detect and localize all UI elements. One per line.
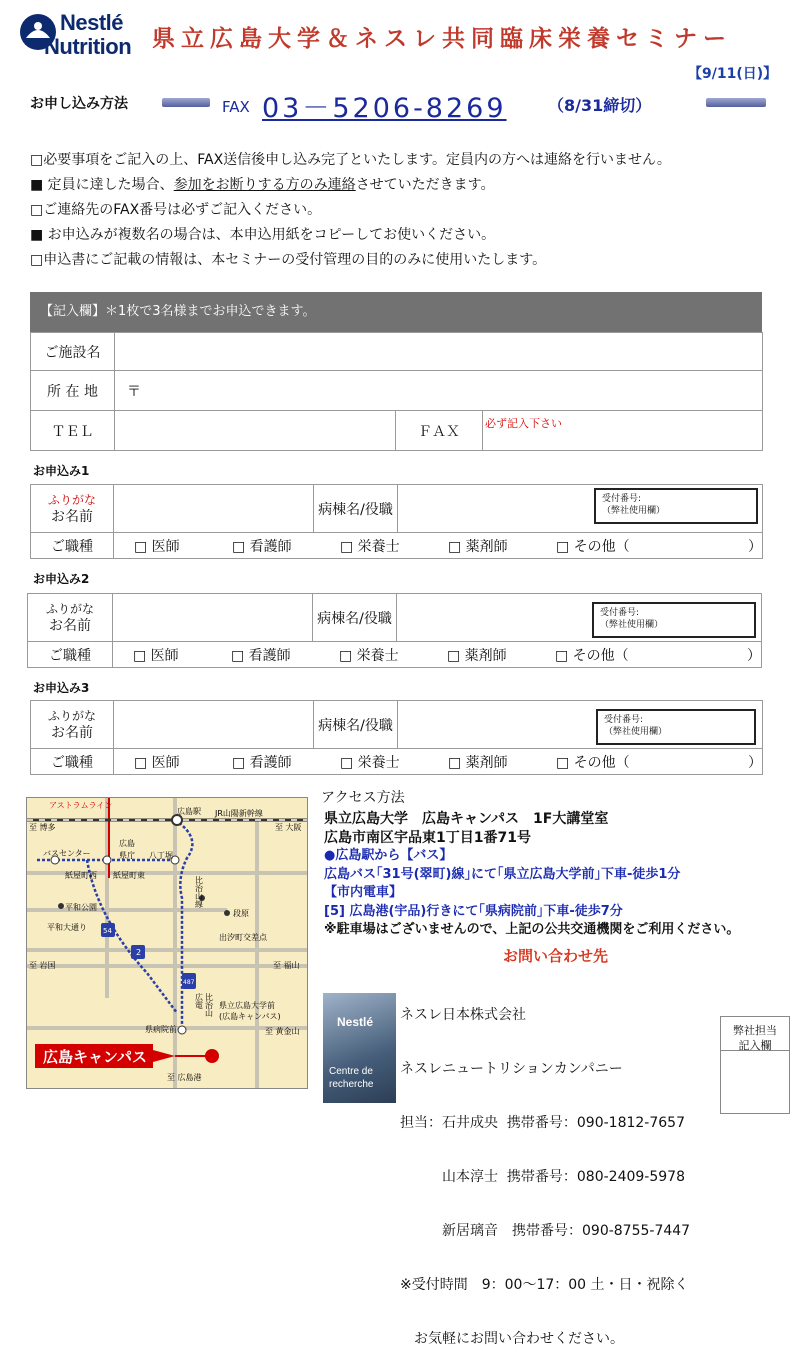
map-label: 紙屋町西 — [65, 871, 97, 880]
ward-label: 病棟名/役職 — [314, 485, 398, 533]
occupation-checkbox[interactable]: □ 看護師 — [231, 647, 291, 664]
contact-line: ネスレニュートリションカンパニー — [400, 1061, 623, 1077]
venue-address: 広島市南区宇品東1丁目1番71号 — [324, 829, 531, 846]
map-label: 至 広島港 — [167, 1073, 202, 1082]
road-number: 2 — [136, 948, 142, 957]
name-input[interactable] — [114, 485, 314, 533]
road-number: 487 — [183, 979, 195, 986]
map-label: JR山陽新幹線 — [215, 809, 263, 818]
contact-line: お気軽にお問い合わせください。 — [400, 1331, 624, 1347]
logo-text-nutrition: Nutrition — [44, 34, 132, 59]
occupation-checkbox[interactable]: □ 医師 — [134, 754, 180, 771]
staff-entry-box: 弊社担当 記入欄 — [720, 1016, 790, 1114]
map-label: 至 福山 — [273, 961, 300, 970]
notes-list — [30, 150, 671, 275]
map-label: 広島 — [119, 839, 135, 848]
logo-text-nestle: Nestlé — [60, 10, 124, 35]
ward-label: 病棟名/役職 — [314, 701, 398, 749]
occupation-checkbox[interactable]: □ その他（ — [555, 647, 629, 664]
from-station: ●広島駅から【バス】 — [324, 848, 453, 863]
receipt-number-box: 受付番号: （弊社使用欄） — [592, 602, 756, 638]
map-label: 段原 — [233, 909, 249, 918]
venue: 県立広島大学 広島キャンパス 1F大講堂室 — [324, 811, 609, 827]
occupation-checkbox[interactable]: □ 薬剤師 — [448, 538, 508, 555]
map-label: アストラムライン — [49, 801, 113, 810]
map-label: (広島キャンパス) — [219, 1012, 281, 1021]
occupation-checkbox[interactable]: □ 栄養士 — [340, 754, 400, 771]
tel-label: ＴＥＬ — [31, 411, 115, 451]
contact-info-table — [30, 332, 763, 451]
contact-line: 担当：石井成央 携帯番号：090-1812-7657 — [400, 1115, 685, 1131]
occupation-checkbox[interactable]: □ 看護師 — [232, 538, 292, 555]
parking-note: ※駐車場はございませんので、上記の公共交通機関をご利用ください。 — [324, 922, 740, 937]
name-label: ふりがな お名前 — [28, 594, 113, 642]
apply-method-label: お申し込み方法 — [30, 96, 128, 112]
fax-number: 03－5206-8269 — [262, 93, 507, 124]
tel-input[interactable] — [115, 411, 396, 451]
road-number: 54 — [103, 927, 112, 935]
occupation-label: ご職種 — [28, 642, 113, 668]
map-label: 紙屋町東 — [113, 871, 145, 880]
nestle-building-photo: Nestlé Centre de recherche — [323, 993, 396, 1103]
note-item: □必要事項をご記入の上、FAX送信後申し込み完了といたします。定員内の方へは連絡を行いません。 — [30, 152, 671, 168]
map-label: 広島駅 — [177, 807, 201, 816]
occupation-checkbox[interactable]: □ その他（ — [556, 538, 630, 555]
access-map — [26, 797, 308, 1089]
bus-route: 広島バス｢31号(翠町)線｣にて｢県立広島大学前｣下車-徒歩1分 — [324, 866, 681, 882]
note-item: □申込書にご記載の情報は、本セミナーの受付管理の目的のみに使用いたします。 — [30, 252, 547, 268]
entry-title: お申込み2 — [33, 572, 90, 586]
occupation-checkbox[interactable]: □ その他（ — [556, 754, 630, 771]
map-label: 比治山 — [204, 993, 214, 1017]
name-label: ふりがな お名前 — [31, 485, 114, 533]
occupation-checkbox[interactable]: □ 薬剤師 — [448, 754, 508, 771]
map-label: 至 黄金山 — [265, 1027, 300, 1036]
tram-route: [5] 広島港(宇品)行きにて｢県病院前｣下車-徒歩7分 — [324, 903, 623, 919]
contact-line: 新居璃音 携帯番号：090-8755-7447 — [400, 1223, 691, 1239]
map-label: バスセンター — [43, 849, 91, 858]
receipt-number-box: 受付番号: （弊社使用欄） — [596, 709, 756, 745]
occupation-label: ご職種 — [31, 533, 114, 559]
map-label: 至 岩国 — [29, 961, 56, 970]
occupation-checkbox[interactable]: □ 医師 — [133, 647, 179, 664]
form-header: 【記入欄】＊1枚で3名様までお申込できます。 — [30, 292, 762, 332]
map-label: 至 博多 — [29, 823, 56, 832]
map-label: 県立広島大学前 — [219, 1001, 275, 1010]
occupation-checkbox[interactable]: □ 看護師 — [232, 754, 292, 771]
fax-label: ＦＡＸ — [396, 411, 483, 451]
seminar-date: 【9/11(日)】 — [688, 66, 778, 82]
name-input[interactable] — [114, 701, 314, 749]
map-label: 八丁堀 — [149, 851, 173, 860]
contact-line: ネスレ日本株式会社 — [400, 1007, 526, 1023]
map-label: 平和大通り — [47, 923, 87, 932]
map-label: 県庁 — [119, 851, 135, 860]
entry-title: お申込み3 — [33, 681, 90, 695]
occupation-options[interactable]: □ 医師 □ 看護師 □ 栄養士 □ 薬剤師 □ その他（ ） — [114, 749, 763, 775]
name-input[interactable] — [113, 594, 313, 642]
map-label: 比治山線 — [194, 876, 204, 908]
occupation-options[interactable]: □ 医師 □ 看護師 □ 栄養士 □ 薬剤師 □ その他（ ） — [114, 533, 763, 559]
contact-title: お問い合わせ先 — [503, 947, 609, 965]
decorative-bar-left — [162, 98, 210, 107]
fax-input[interactable]: 必ず記入下さい — [483, 411, 763, 451]
note-item: ■ 定員に達した場合、参加をお断りする方のみ連絡させていただきます。 — [30, 177, 495, 193]
entry-title: お申込み1 — [33, 464, 90, 478]
contact-info — [400, 970, 690, 1366]
occupation-checkbox[interactable]: □ 薬剤師 — [447, 647, 507, 664]
occupation-checkbox[interactable]: □ 栄養士 — [339, 647, 399, 664]
address-label: 所 在 地 — [31, 371, 115, 411]
map-svg — [27, 798, 307, 1088]
facility-input[interactable] — [115, 333, 763, 371]
ward-label: 病棟名/役職 — [313, 594, 397, 642]
name-label: ふりがな お名前 — [31, 701, 114, 749]
access-title: アクセス方法 — [321, 790, 405, 806]
map-label: 平和公園 — [65, 903, 97, 912]
fax-deadline: （8/31締切） — [548, 96, 652, 115]
note-item: ■ お申込みが複数名の場合は、本申込用紙をコピーしてお使いください。 — [30, 227, 496, 243]
map-label: 至 大阪 — [275, 823, 302, 832]
map-label: 出汐町交差点 — [219, 933, 267, 942]
occupation-checkbox[interactable]: □ 栄養士 — [340, 538, 400, 555]
access-details — [324, 810, 739, 940]
fax-prefix: FAX — [222, 98, 250, 116]
contact-line: ※受付時間 9：00～17：00 土・日・祝除く — [400, 1277, 689, 1293]
seminar-title: 県立広島大学＆ネスレ共同臨床栄養セミナー — [152, 26, 732, 52]
tram-title: 【市内電車】 — [324, 885, 403, 900]
map-label: 広電 — [194, 993, 204, 1009]
occupation-checkbox[interactable]: □ 医師 — [134, 538, 180, 555]
address-input[interactable]: 〒 — [115, 371, 763, 411]
decorative-bar-right — [706, 98, 766, 107]
note-item: □ご連絡先のFAX番号は必ずご記入ください。 — [30, 202, 322, 218]
map-label: 県病院前 — [145, 1025, 177, 1034]
facility-label: ご施設名 — [31, 333, 115, 371]
receipt-number-box: 受付番号: （弊社使用欄） — [594, 488, 758, 524]
campus-label: 広島キャンパス — [43, 1048, 147, 1066]
occupation-options[interactable]: □ 医師 □ 看護師 □ 栄養士 □ 薬剤師 □ その他（ ） — [113, 642, 762, 668]
contact-line: 山本淳士 携帯番号：080-2409-5978 — [400, 1169, 685, 1185]
occupation-label: ご職種 — [31, 749, 114, 775]
